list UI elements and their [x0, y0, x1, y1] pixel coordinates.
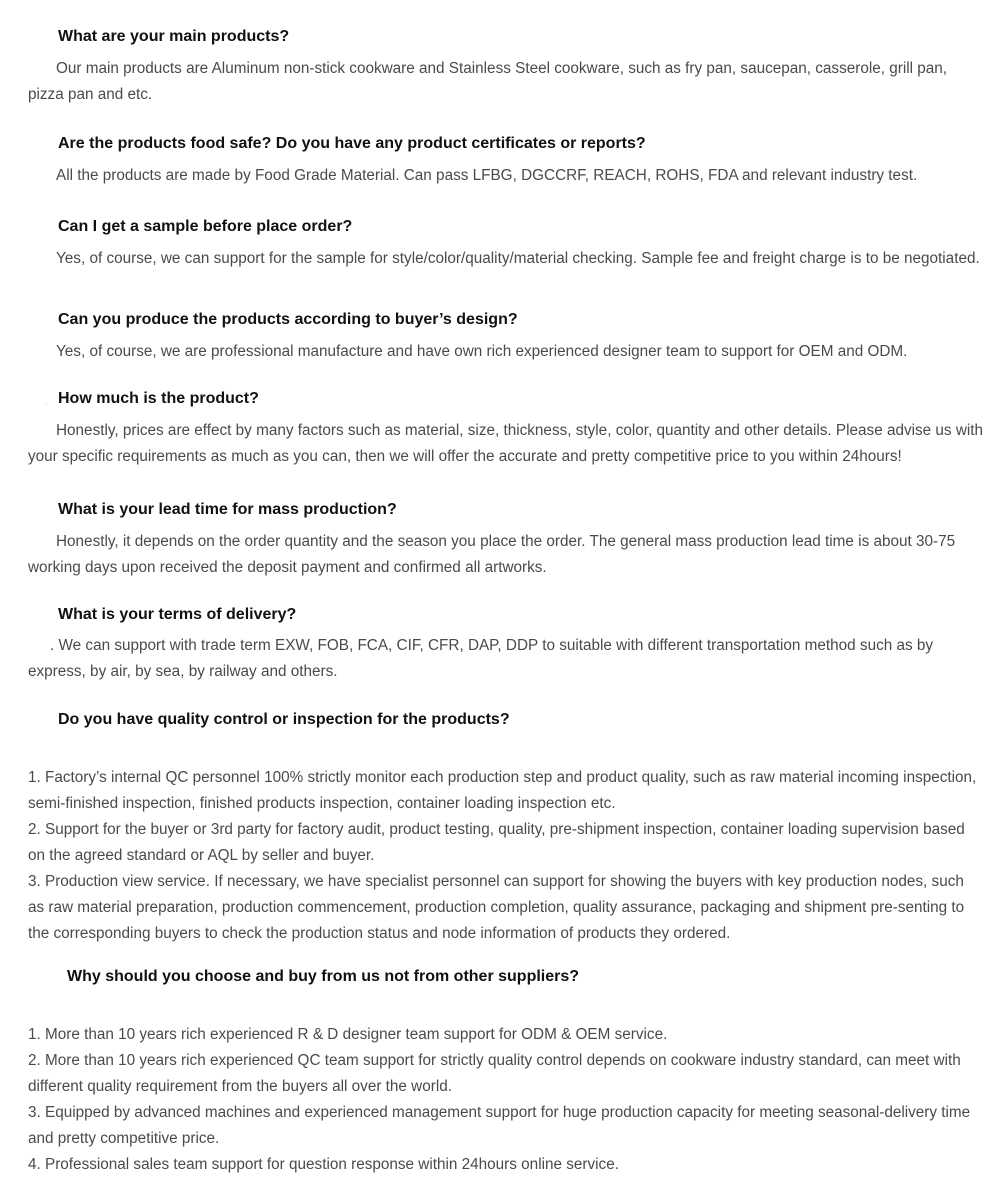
answer-text: Our main products are Aluminum non-stick cookware and Stainless Steel cookware, such as fry pan, saucepan, casserole, grill pan, pizza pan and etc.	[28, 60, 948, 103]
faq-answer-why-choose-us-list	[28, 1022, 984, 1178]
faq-question-buyer-design: Can you produce the products according to buyer’s design?	[58, 311, 518, 328]
faq-answer-quality-control-list	[28, 765, 984, 947]
list-item: 3. Production view service. If necessary, we have specialist personnel can support for showing the buyers with key production nodes, such as raw material preparation, production commencement, production completion, quality assurance, packaging and shipment pre-senting to the corresponding buyers to check the production status and node information of products they ordered.	[28, 873, 965, 942]
faq-answer-lead-time	[28, 529, 984, 581]
faq-question-why-choose-us: Why should you choose and buy from us not from other suppliers?	[67, 968, 580, 985]
list-item: 1. Factory’s internal QC personnel 100% strictly monitor each production step and product quality, such as raw material incoming inspection, semi-finished inspection, finished products inspection, container loading inspection etc.	[28, 769, 977, 812]
faint-mark: .	[44, 392, 48, 408]
list-item: 2. More than 10 years rich experienced QC team support for strictly quality control depends on cookware industry standard, can meet with different quality requirement from the buyers all over the world.	[28, 1052, 961, 1095]
answer-text: Yes, of course, we can support for the sample for style/color/quality/material checking. Sample fee and freight charge is to be negotiated.	[56, 250, 980, 267]
faq-question-food-safe: Are the products food safe? Do you have any product certificates or reports?	[58, 135, 646, 152]
answer-text: Honestly, it depends on the order quantity and the season you place the order. The general mass production lead time is about 30-75 working days upon received the deposit payment and confirmed all artworks.	[28, 533, 956, 576]
answer-text: Yes, of course, we are professional manufacture and have own rich experienced designer team to support for OEM and ODM.	[56, 343, 908, 360]
faq-answer-sample	[28, 246, 984, 272]
faq-question-delivery-terms: What is your terms of delivery?	[58, 606, 297, 623]
list-item: 3. Equipped by advanced machines and experienced management support for huge production capacity for meeting seasonal-delivery time and pretty competitive price.	[28, 1104, 971, 1147]
faq-answer-main-products	[28, 56, 984, 108]
faq-question-main-products: What are your main products?	[58, 28, 290, 45]
list-item: 1. More than 10 years rich experienced R & D designer team support for ODM & OEM service.	[28, 1026, 668, 1043]
answer-text: . We can support with trade term EXW, FOB, FCA, CIF, CFR, DAP, DDP to suitable with different transportation method such as by express, by air, by sea, by railway and others.	[28, 637, 934, 680]
faq-answer-buyer-design	[28, 339, 984, 365]
list-item: 4. Professional sales team support for question response within 24hours online service.	[28, 1156, 619, 1173]
list-item: 2. Support for the buyer or 3rd party for factory audit, product testing, quality, pre-shipment inspection, container loading supervision based on the agreed standard or AQL by seller and buyer.	[28, 821, 965, 864]
faq-question-lead-time: What is your lead time for mass production?	[58, 501, 397, 518]
faq-question-price: How much is the product?	[58, 390, 259, 407]
faq-question-quality-control: Do you have quality control or inspection for the products?	[58, 711, 510, 728]
faq-answer-food-safe	[28, 163, 984, 189]
answer-text: All the products are made by Food Grade Material. Can pass LFBG, DGCCRF, REACH, ROHS, FDA and relevant industry test.	[56, 167, 918, 184]
faq-answer-delivery-terms	[28, 633, 984, 685]
faq-question-sample: Can I get a sample before place order?	[58, 218, 353, 235]
answer-text: Honestly, prices are effect by many factors such as material, size, thickness, style, color, quantity and other details. Please advise us with your specific requirements as much as you can, then we will offer the accurate and pretty competitive price to you within 24hours!	[28, 422, 984, 465]
faq-answer-price	[28, 418, 984, 470]
